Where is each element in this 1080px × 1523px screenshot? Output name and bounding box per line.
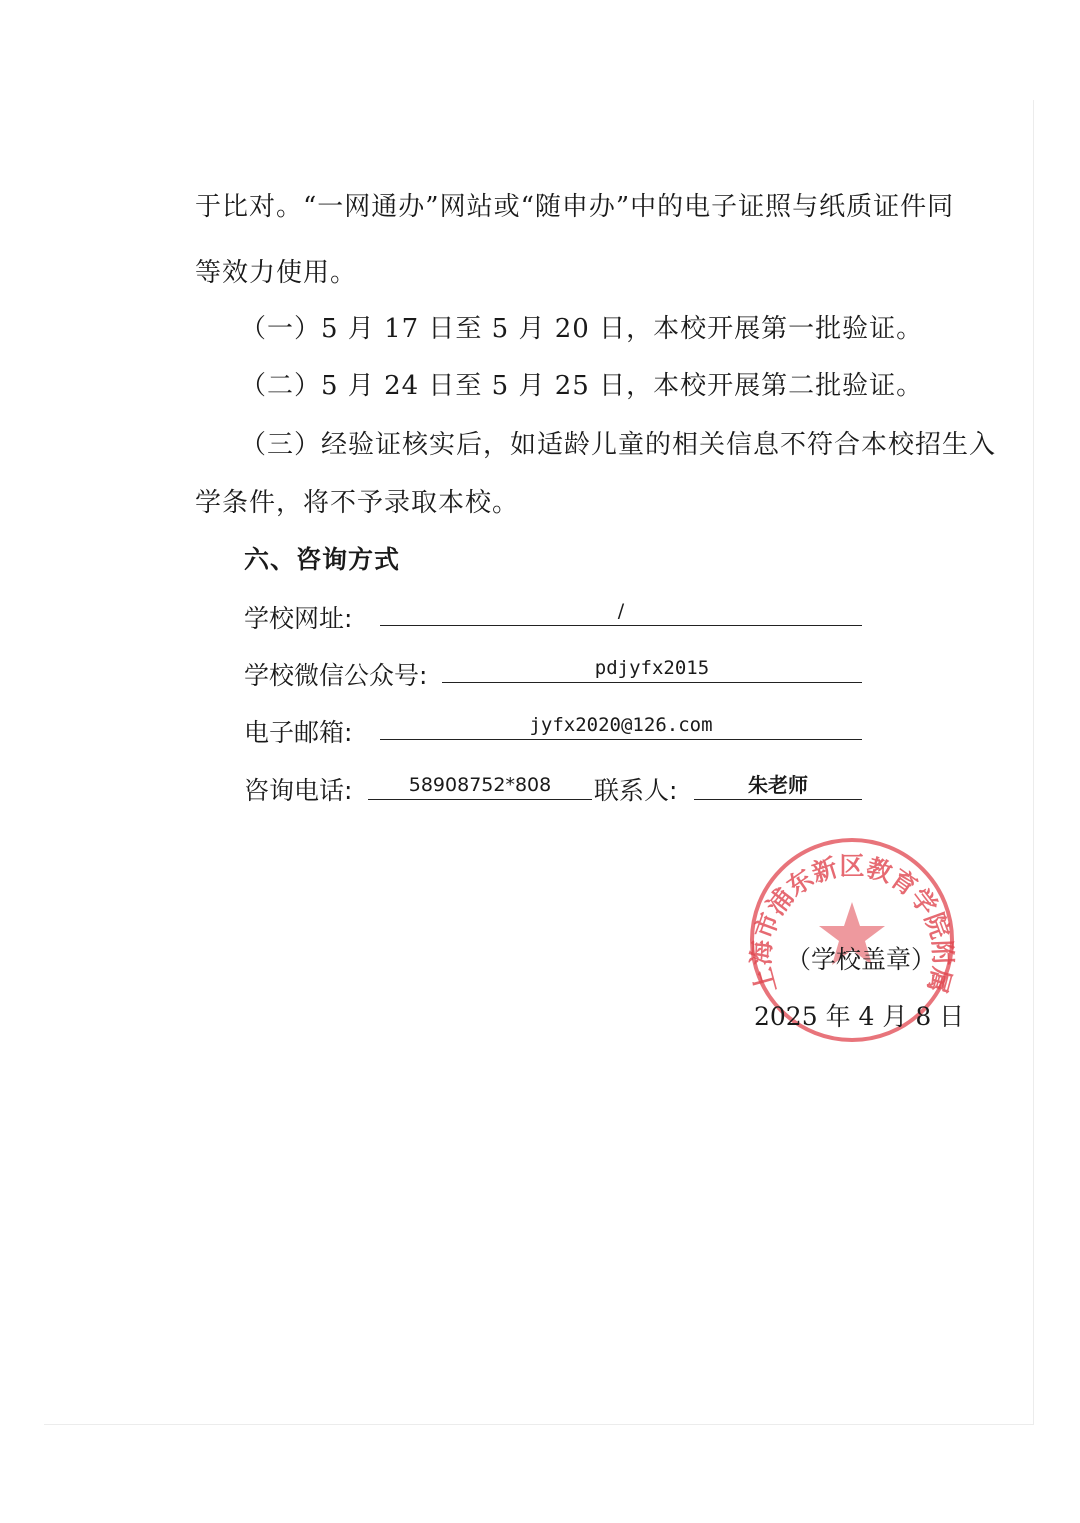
- email-value: jyfx2020@126.com: [380, 710, 862, 740]
- phone-value: 58908752*808: [368, 770, 592, 800]
- signature-date: 2025 年 4 月 8 日: [754, 1002, 965, 1031]
- paragraph-line-1: 于比对。“一网通办”网站或“随申办”中的电子证照与纸质证件同: [195, 192, 955, 222]
- contact-value: 朱老师: [694, 770, 862, 800]
- wechat-value: pdjyfx2015: [442, 653, 862, 683]
- wechat-label: 学校微信公众号:: [244, 661, 428, 690]
- website-label: 学校网址:: [244, 604, 353, 633]
- list-item-3-line-1: （三）经验证核实后，如适龄儿童的相关信息不符合本校招生入: [240, 430, 997, 460]
- list-item-3-line-2: 学条件，将不予录取本校。: [195, 488, 520, 518]
- seal-text: 上海市浦东新区教育学院附属: [746, 851, 958, 997]
- list-item-2: （二）5 月 24 日至 5 月 25 日，本校开展第二批验证。: [240, 371, 924, 401]
- page-frame: [44, 100, 1034, 1425]
- contact-label: 联系人:: [594, 776, 678, 805]
- section-heading-consult: 六、咨询方式: [244, 545, 401, 574]
- list-item-1: （一）5 月 17 日至 5 月 20 日，本校开展第一批验证。: [240, 314, 924, 344]
- seal-caption: （学校盖章）: [786, 945, 937, 974]
- paragraph-line-2: 等效力使用。: [195, 258, 358, 288]
- phone-label: 咨询电话:: [244, 776, 353, 805]
- website-value: /: [380, 596, 862, 626]
- email-label: 电子邮箱:: [244, 718, 353, 747]
